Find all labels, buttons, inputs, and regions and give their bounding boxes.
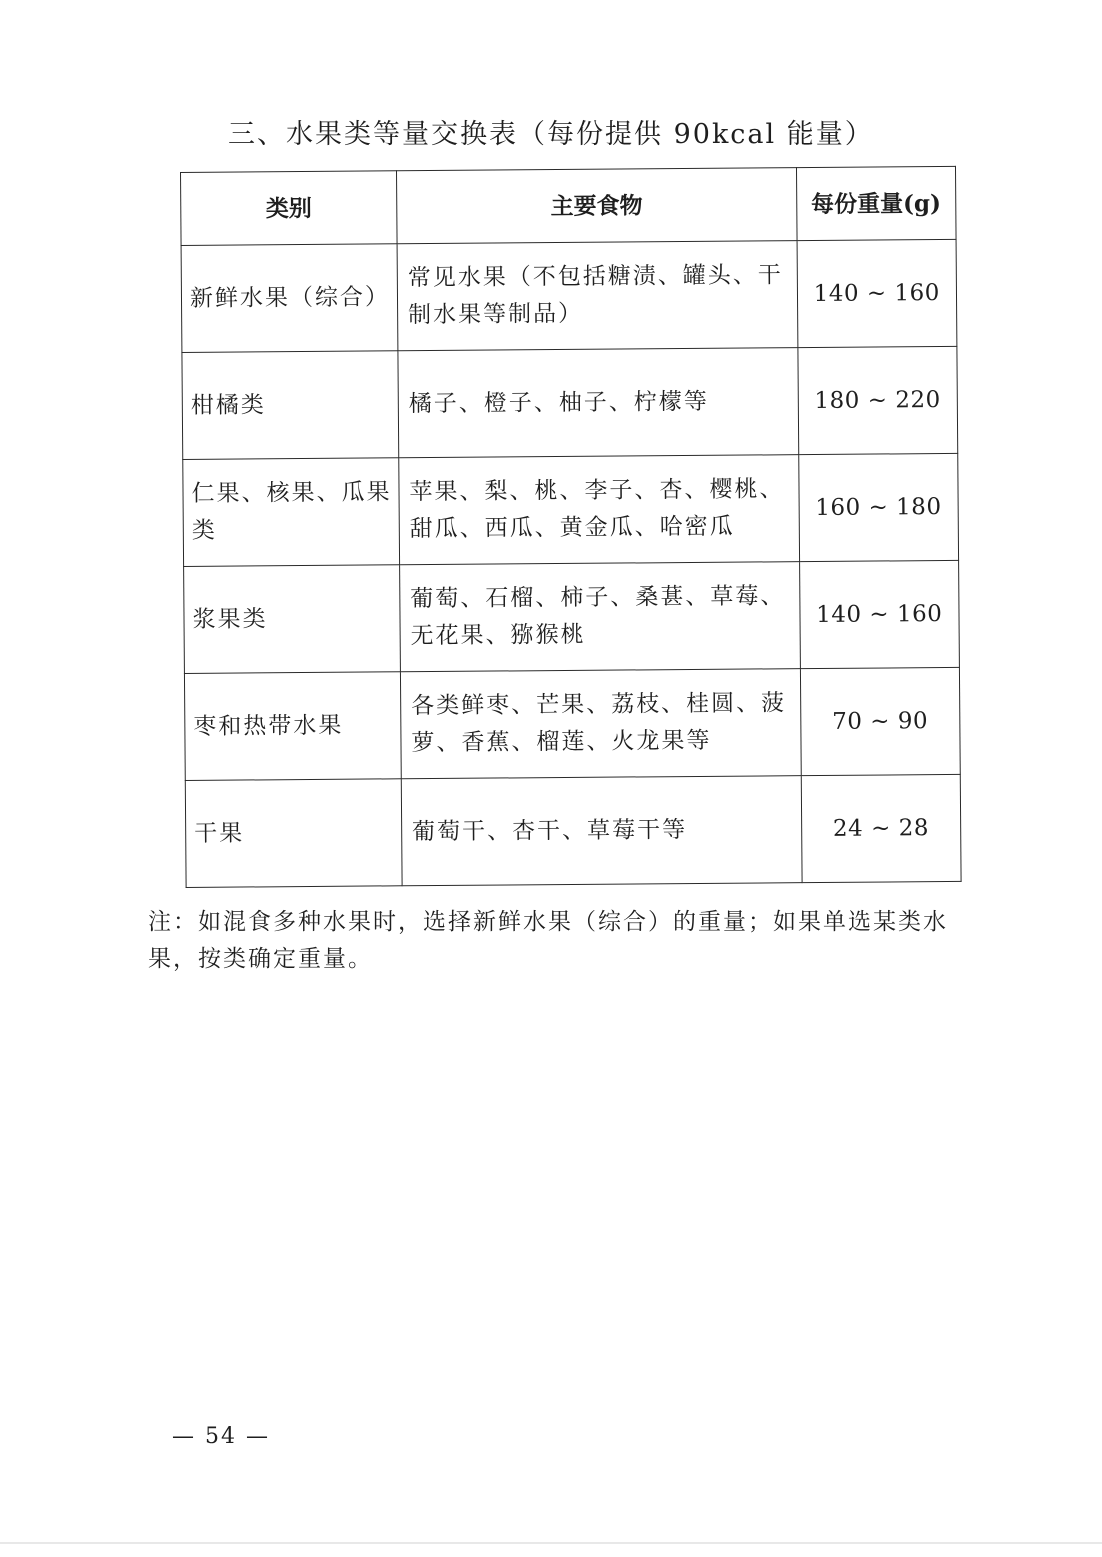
header-main-foods: 主要食物 [396, 168, 796, 244]
category-cell: 仁果、核果、瓜果类 [183, 458, 400, 567]
category-cell: 浆果类 [184, 565, 401, 674]
fruit-exchange-table [180, 166, 962, 888]
table-header-row [181, 166, 957, 245]
weight-cell: 24 ~ 28 [801, 774, 961, 882]
foods-cell: 葡萄、石榴、柿子、桑葚、草莓、无花果、猕猴桃 [400, 562, 800, 672]
page-title: 三、水果类等量交换表（每份提供 90kcal 能量） [228, 119, 874, 150]
weight-cell: 140 ~ 160 [799, 560, 959, 668]
scan-edge-line [0, 1542, 1102, 1544]
table-row [185, 774, 961, 887]
category-cell: 枣和热带水果 [184, 672, 401, 781]
foods-cell: 各类鲜枣、芒果、荔枝、桂圆、菠萝、香蕉、榴莲、火龙果等 [400, 669, 800, 779]
header-weight: 每份重量(g) [796, 166, 956, 240]
table-row [184, 560, 960, 673]
foods-cell: 葡萄干、杏干、草莓干等 [401, 776, 801, 886]
table-row [181, 239, 957, 352]
table-row [183, 453, 959, 566]
foods-cell: 常见水果（不包括糖渍、罐头、干制水果等制品） [397, 241, 797, 351]
foods-cell: 苹果、梨、桃、李子、杏、樱桃、甜瓜、西瓜、黄金瓜、哈密瓜 [399, 455, 799, 565]
weight-cell: 160 ~ 180 [798, 453, 958, 561]
category-cell: 干果 [185, 779, 402, 888]
page-number: — 54 — [172, 1424, 270, 1449]
table-row [184, 667, 960, 780]
foods-cell: 橘子、橙子、柚子、柠檬等 [398, 348, 798, 458]
weight-cell: 70 ~ 90 [800, 667, 960, 775]
weight-cell: 140 ~ 160 [797, 239, 957, 347]
category-cell: 新鲜水果（综合） [181, 244, 398, 353]
weight-cell: 180 ~ 220 [797, 346, 957, 454]
table-note: 注：如混食多种水果时，选择新鲜水果（综合）的重量；如果单选某类水果，按类确定重量。 [148, 909, 948, 972]
category-cell: 柑橘类 [182, 351, 399, 460]
table-row [182, 346, 958, 459]
header-category: 类别 [181, 171, 398, 246]
